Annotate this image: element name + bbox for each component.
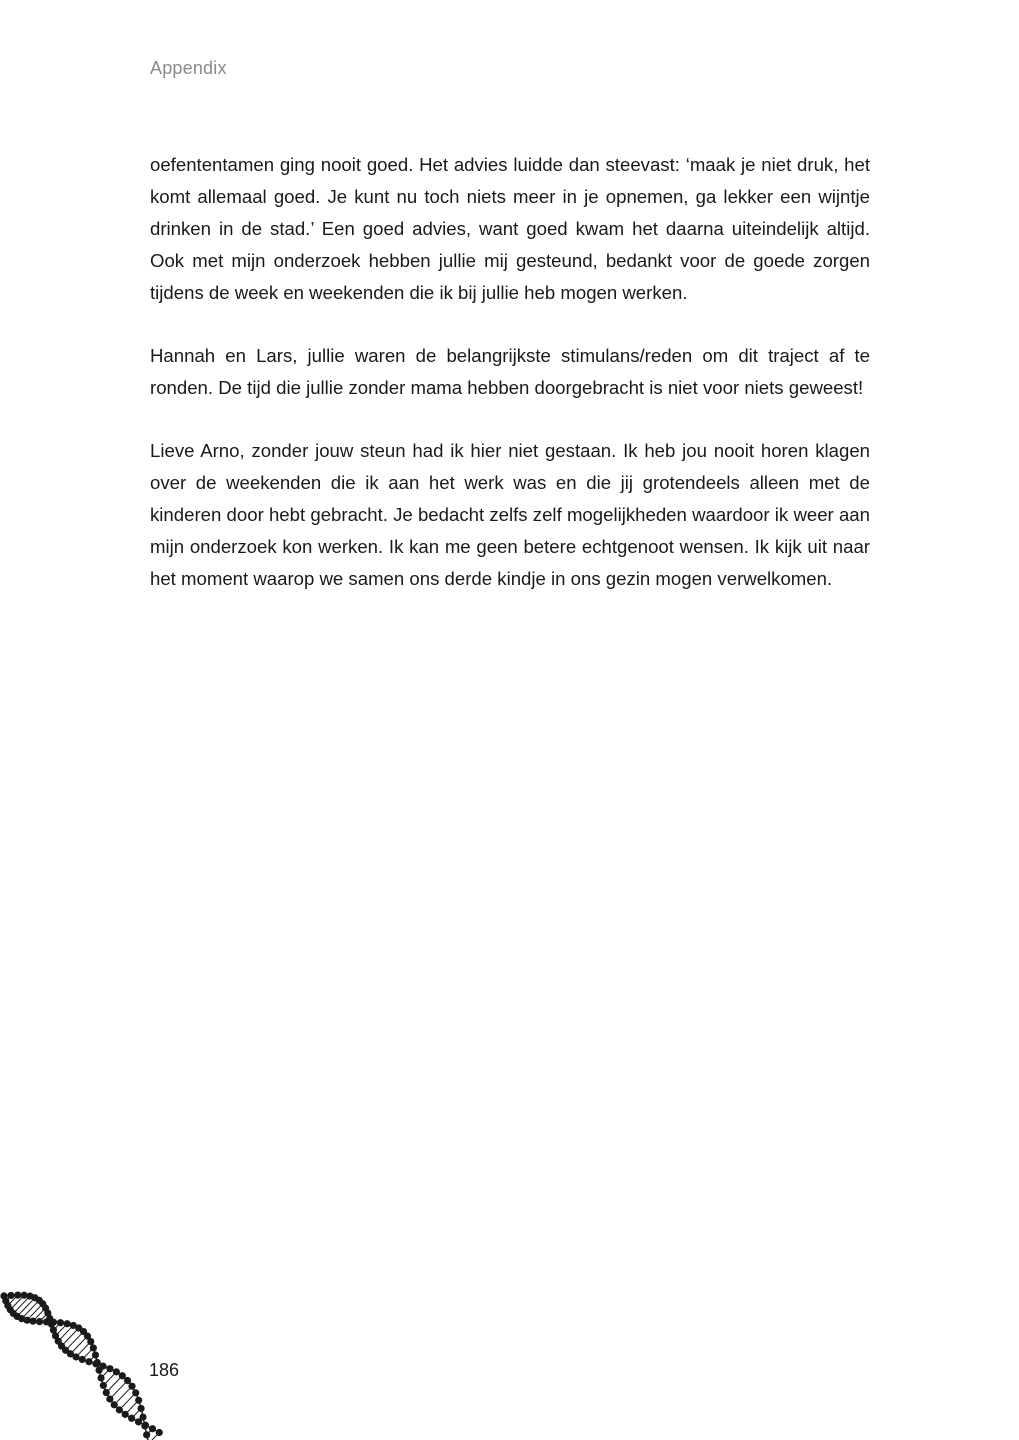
- helix-node: [128, 1415, 135, 1422]
- helix-node: [139, 1413, 146, 1420]
- helix-node: [72, 1353, 79, 1360]
- paragraph-family-support: oefententamen ging nooit goed. Het advies luidde dan steevast: ‘maak je niet druk, het komt allemaal goed. Je kunt nu toch niets meer in je opnemen, ga lekker een wijntje drinken in de stad.’ Een goed advies, want goed kwam het daarna uiteindelijk altijd. Ook met mijn onderzoek hebben jullie mij gesteund, bedankt voor de goede zorgen tijdens de week en weekenden die ik bij jullie heb mogen werken.: [150, 154, 870, 303]
- running-header: Appendix: [150, 58, 227, 78]
- helix-node: [143, 1431, 150, 1438]
- helix-node: [90, 1344, 97, 1351]
- helix-node: [132, 1389, 139, 1396]
- helix-node: [99, 1363, 106, 1370]
- body-text: [150, 149, 870, 626]
- helix-node: [103, 1389, 110, 1396]
- helix-node: [57, 1319, 64, 1326]
- page-number: 186: [149, 1360, 180, 1380]
- helix-node: [64, 1320, 71, 1327]
- helix-rung: [114, 1386, 132, 1405]
- helix-node: [128, 1383, 135, 1390]
- helix-node: [156, 1429, 163, 1436]
- helix-node: [87, 1338, 94, 1345]
- helix-node: [149, 1425, 156, 1432]
- helix-rung: [110, 1381, 128, 1399]
- helix-node: [106, 1365, 113, 1372]
- helix-node: [14, 1291, 21, 1298]
- helix-rung: [13, 1296, 30, 1313]
- paragraph-children: Hannah en Lars, jullie waren de belangrijkste stimulans/reden om dit traject af te ronden. De tijd die jullie zonder mama hebben doorgebracht is niet voor niets geweest!: [150, 345, 870, 398]
- dna-helix-icon: [0, 1290, 170, 1440]
- helix-node: [79, 1356, 86, 1363]
- helix-node: [7, 1292, 14, 1299]
- helix-node: [100, 1382, 107, 1389]
- helix-node: [29, 1318, 36, 1325]
- helix-node: [141, 1422, 148, 1429]
- helix-node: [92, 1360, 99, 1367]
- helix-strand-2: [4, 1295, 149, 1440]
- helix-strand-1: [4, 1296, 159, 1433]
- helix-node: [36, 1318, 43, 1325]
- helix-node: [137, 1405, 144, 1412]
- helix-rung: [70, 1336, 87, 1354]
- helix-node: [106, 1395, 113, 1402]
- helix-node: [23, 1317, 30, 1324]
- helix-node: [92, 1351, 99, 1358]
- helix-rung: [66, 1332, 84, 1351]
- helix-node: [124, 1377, 131, 1384]
- helix-rung: [62, 1328, 79, 1346]
- helix-node: [116, 1406, 123, 1413]
- helix-node: [85, 1358, 92, 1365]
- helix-node: [135, 1397, 142, 1404]
- helix-node: [111, 1401, 118, 1408]
- helix-node: [122, 1411, 129, 1418]
- paragraph-partner: Lieve Arno, zonder jouw steun had ik hier niet gestaan. Ik heb jou nooit horen klagen over de weekenden die ik aan het werk was en die jij grotendeels alleen met de kinderen door hebt gebracht. Je bedacht zelfs zelf mogelijkheden waardoor ik weer aan mijn onderzoek kon werken. Ik kan me geen betere echtgenoot wensen. Ik kijk uit naar het moment waarop we samen ons derde kindje in ons gezin mogen verwelkomen.: [150, 440, 870, 589]
- helix-node: [113, 1368, 120, 1375]
- helix-node: [97, 1374, 104, 1381]
